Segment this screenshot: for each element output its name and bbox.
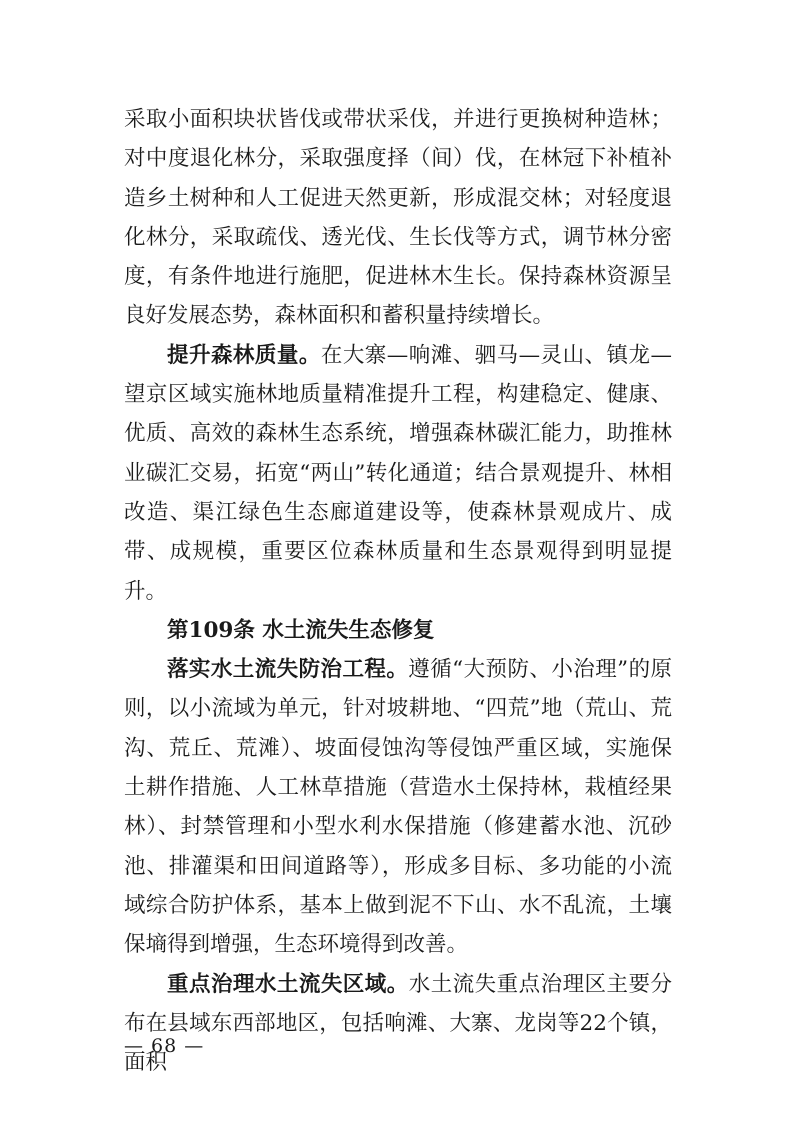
- paragraph-text: 遵循“大预防、小治理”的原则，以小流域为单元，针对坡耕地、“四荒”地（荒山、荒沟、荒丘、荒滩）、坡面侵蚀沟等侵蚀严重区域，实施保土耕作措施、人工林草措施（营造水土保持林，栽植经果林）、封禁管理和小型水利水保措施（修建蓄水池、沉砂池、排灌渠和田间道路等），形成多目标、多功能的小流域综合防护体系，基本上做到泥不下山、水不乱流，土壤保墒得到增强，生态环境得到改善。: [124, 657, 672, 958]
- paragraph-soil-erosion-prevention: [124, 650, 672, 964]
- paragraph-key-erosion-areas: [124, 965, 672, 1083]
- page-number: — 68 —: [124, 1035, 205, 1057]
- paragraph-lead: 落实水土流失防治工程。: [167, 657, 409, 683]
- paragraph-text: 水土流失重点治理区主要分布在县域东西部地区，包括响滩、大寨、龙岗等22个镇，面积: [124, 971, 672, 1076]
- paragraph-lead: 重点治理水土流失区域。: [167, 971, 409, 997]
- paragraph-lead: 提升森林质量。: [167, 342, 321, 368]
- section-heading: 第109条 水土流失生态修复: [167, 617, 435, 643]
- paragraph-improve-forest-quality: [124, 336, 672, 611]
- document-body: [124, 100, 672, 1082]
- paragraph-continuation: [124, 100, 672, 336]
- paragraph-text: 在大寨—响滩、驷马—灵山、镇龙—望京区域实施林地质量精准提升工程，构建稳定、健康、优质、高效的森林生态系统，增强森林碳汇能力，助推林业碳汇交易，拓宽“两山”转化通道；结合景观提升、林相改造、渠江绿色生态廊道建设等，使森林景观成片、成带、成规模，重要区位森林质量和生态景观得到明显提升。: [124, 342, 672, 604]
- paragraph-text: 采取小面积块状皆伐或带状采伐，并进行更换树种造林；对中度退化林分，采取强度择（间）伐，在林冠下补植补造乡土树种和人工促进天然更新，形成混交林；对轻度退化林分，采取疏伐、透光伐、生长伐等方式，调节林分密度，有条件地进行施肥，促进林木生长。保持森林资源呈良好发展态势，森林面积和蓄积量持续增长。: [124, 107, 672, 329]
